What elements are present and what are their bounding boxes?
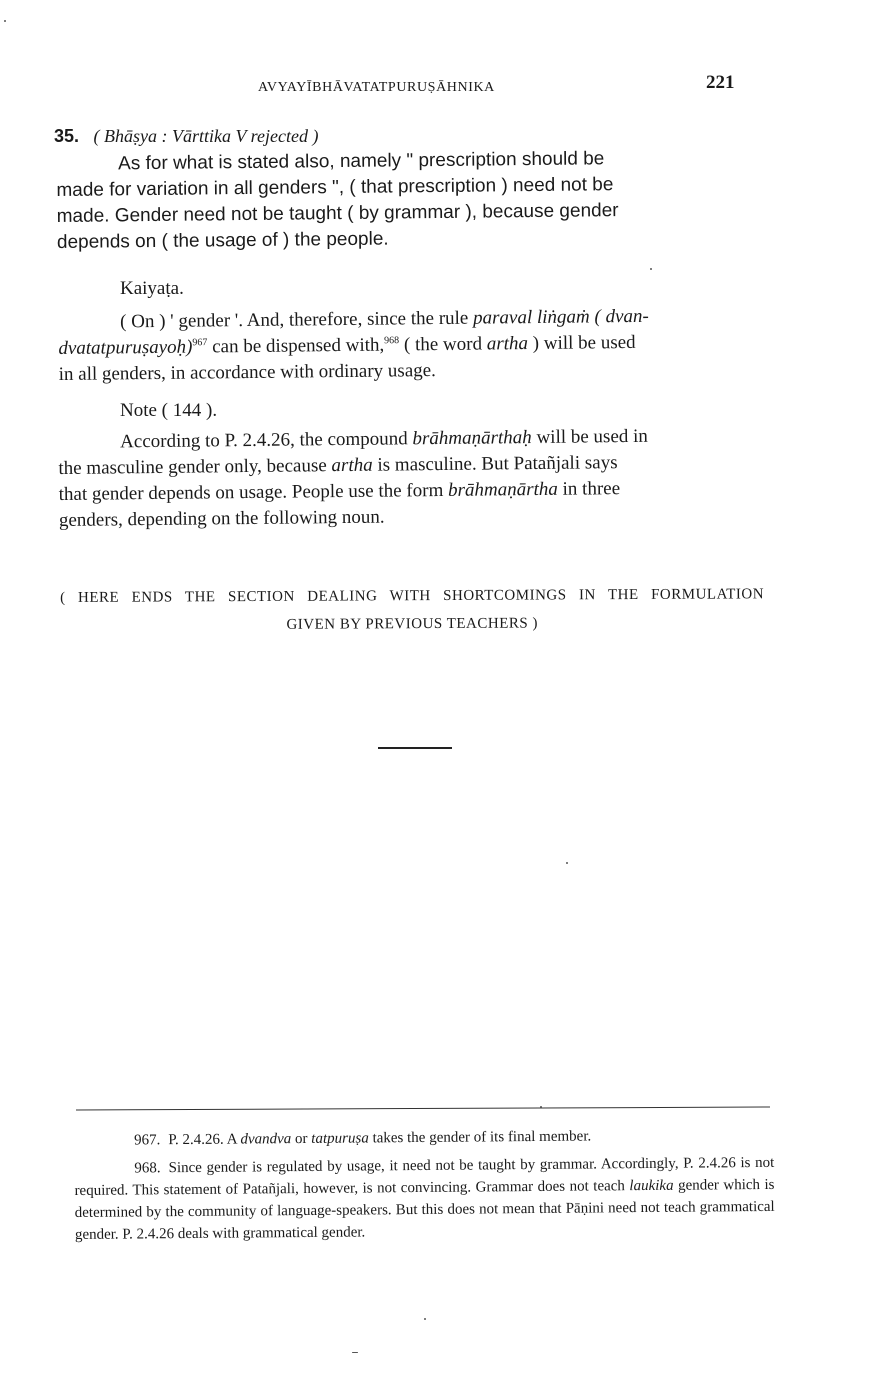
kaiyata-heading: Kaiyaṭa. xyxy=(120,278,184,299)
section-end-note xyxy=(60,580,764,640)
note-text: that gender depends on usage. People use the form xyxy=(58,479,449,505)
footnote-968 xyxy=(74,1152,775,1246)
footnote-ref-967[interactable]: 967 xyxy=(192,337,208,349)
scan-speck xyxy=(650,268,652,270)
term-tatpurusa: tatpuruṣa xyxy=(311,1130,369,1147)
footnote-number: 967. xyxy=(134,1132,161,1149)
section-end-rule xyxy=(378,747,452,749)
scan-speck xyxy=(566,862,568,864)
term-laukika: laukika xyxy=(629,1177,674,1195)
footnote-text: Since gender is regulated by usage, it need not be taught by grammar. Accordingly, P. 2.4.26 is not required. This statement of Patañjali, however, is not convincing. Grammar does not teach xyxy=(74,1154,775,1199)
note-text: will be used in xyxy=(531,425,648,449)
section-number: 35. xyxy=(54,126,80,146)
bhasya-line: made for variation in all genders ", ( that prescription ) need not be xyxy=(56,174,614,201)
footnote-divider xyxy=(76,1106,770,1110)
kaiyata-text: ( the word xyxy=(399,333,487,356)
kaiyata-text: ( On ) ' gender '. And, therefore, since the rule xyxy=(120,307,474,333)
rule-name-cont: dvatatpuruṣayoḥ) xyxy=(58,336,193,359)
term-artha: artha xyxy=(486,333,529,355)
footnote-text: takes the gender of its final member. xyxy=(368,1128,592,1147)
term-brahmanartha: brāhmaṇārtha xyxy=(447,478,558,501)
scan-speck xyxy=(4,20,6,22)
bhasya-paragraph xyxy=(56,145,757,256)
term-brahmanarthah: brāhmaṇārthaḥ xyxy=(412,427,532,450)
note-text: the masculine gender only, because xyxy=(58,455,332,479)
scan-speck xyxy=(540,1106,542,1108)
note-text: in three xyxy=(557,478,621,500)
footnote-text: or xyxy=(291,1130,312,1148)
bhasya-line: made. Gender need not be taught ( by grammar ), because gender xyxy=(56,200,619,227)
footnote-967 xyxy=(74,1124,774,1152)
footnote-number: 968. xyxy=(134,1160,161,1177)
note-line-4: genders, depending on the following noun. xyxy=(58,506,385,531)
footnote-ref-968[interactable]: 968 xyxy=(384,335,400,347)
footnote-text: P. 2.4.26. A xyxy=(168,1131,241,1149)
footnotes xyxy=(74,1124,775,1252)
footnote-text: gender which is determined by the community of language-speakers. But this does not mean that Pāṇini need not teach grammatical gender. P. 2.4.26 deals with grammatical gender. xyxy=(74,1176,775,1243)
kaiyata-line-3: in all genders, in accordance with ordinary usage. xyxy=(58,360,436,385)
note-paragraph xyxy=(58,423,759,534)
kaiyata-text: can be dispensed with, xyxy=(207,334,385,358)
scan-speck xyxy=(424,1318,426,1320)
term-dvandva: dvandva xyxy=(240,1131,292,1148)
note-text: is masculine. But Patañjali says xyxy=(372,452,618,476)
bhasya-line: depends on ( the usage of ) the people. xyxy=(56,228,389,253)
kaiyata-paragraph xyxy=(58,303,759,388)
note-text: According to P. 2.4.26, the compound xyxy=(120,428,413,453)
bhasya-line: As for what is stated also, namely " prescription should be xyxy=(118,148,605,175)
rule-name: paraval liṅgaṁ ( dvan- xyxy=(472,305,649,329)
section-subtitle: ( Bhāṣya : Vārttika V rejected ) xyxy=(93,126,319,146)
term-artha: artha xyxy=(331,454,373,477)
kaiyata-text: ) will be used xyxy=(527,331,636,355)
section-heading xyxy=(54,126,318,147)
section-end-line-2: GIVEN BY PREVIOUS TEACHERS ) xyxy=(286,615,539,633)
section-end-line-1: ( HERE ENDS THE SECTION DEALING WITH SHORTCOMINGS IN THE FORMULATION xyxy=(60,586,765,606)
note-heading: Note ( 144 ). xyxy=(120,400,218,421)
page-number: 221 xyxy=(706,72,735,93)
scan-speck xyxy=(352,1352,358,1353)
running-header: AVYAYĪBHĀVATATPURUṢĀHNIKA xyxy=(258,80,495,95)
